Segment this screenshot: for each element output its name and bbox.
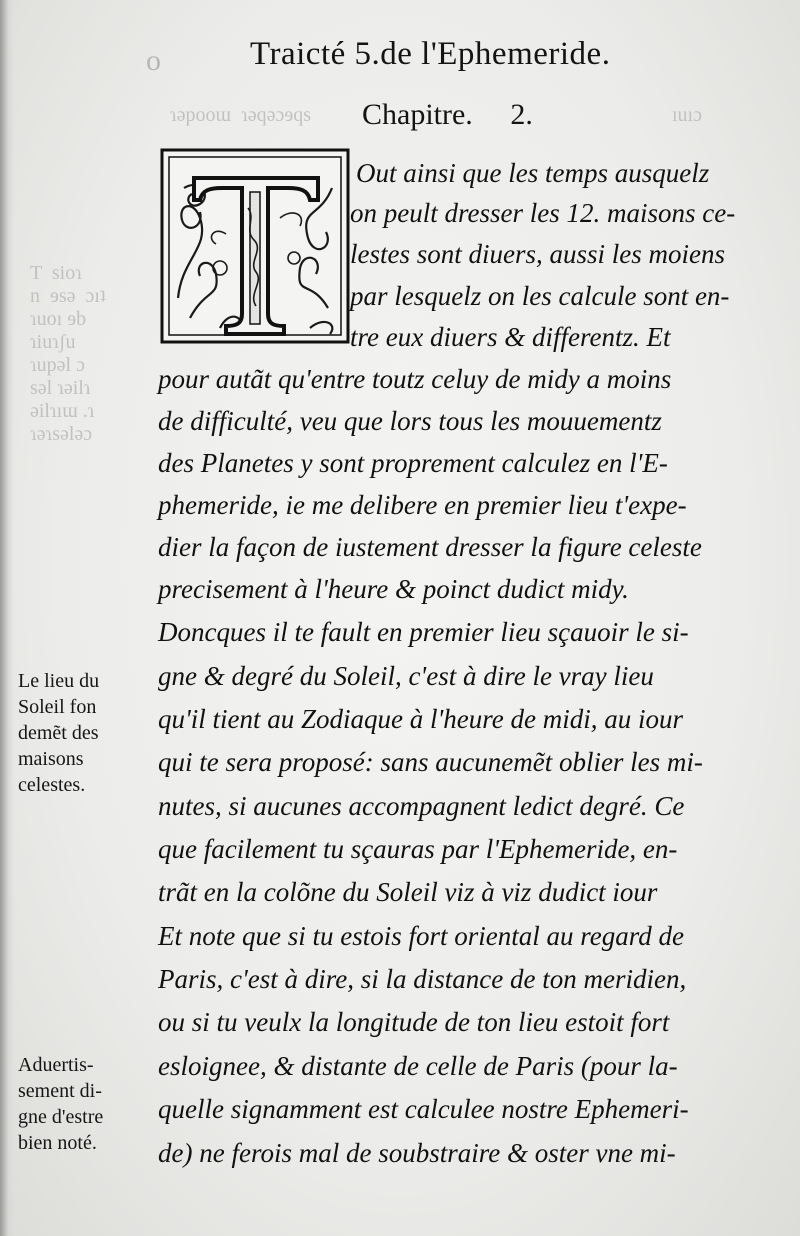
margin-note-line: bien noté.	[18, 1132, 97, 1154]
body-line: Doncques il te fault en premier lieu sçauoir le si-	[158, 617, 689, 647]
margin-note-line: celestes.	[18, 774, 86, 796]
chapter-number: 2.	[510, 98, 533, 131]
chapter-heading	[362, 98, 622, 134]
margin-note-line: maisons	[18, 748, 84, 770]
decorated-initial	[160, 148, 350, 344]
margin-note-line: Le lieu du	[18, 670, 100, 692]
body-line: nutes, si aucunes accompagnent ledict degré. Ce	[158, 791, 685, 821]
body-line: lestes sont diuers, aussi les moiens	[350, 239, 725, 269]
body-line: precisement à l'heure & poinct dudict midy.	[158, 574, 629, 604]
bleed-through-left: T sioɿ n ɘsǝ ɔıʇ ɿuoı ɘb ɿiuɿʃu ɿupǝl ɔ sǝl ɿǝilɿ ǝilɿıɯ .ɿ ɿǝɿsǝlǝɔ	[30, 262, 106, 445]
ornamental-initial-icon	[160, 148, 350, 344]
body-line: trãt en la colõne du Soleil viz à viz dudict iour	[158, 877, 658, 907]
margin-note-line: demẽt des	[18, 722, 99, 744]
margin-note-aduertissement	[18, 1052, 148, 1156]
body-line: dier la façon de iustement dresser la figure celeste	[158, 532, 702, 562]
body-line: Out ainsi que les temps ausquelz	[356, 158, 710, 188]
body-line: que facilement tu sçauras par l'Ephemeride, en-	[158, 834, 678, 864]
body-line: de difficulté, veu que lors tous les mouuementz	[158, 406, 662, 436]
folio-number-ghost: o	[146, 44, 161, 77]
body-line: pour autãt qu'entre toutz celuy de midy a moins	[158, 364, 672, 394]
body-line: Paris, c'est à dire, si la distance de ton meridien,	[158, 964, 687, 994]
body-line: ou si tu veulx la longitude de ton lieu estoit fort	[158, 1007, 670, 1037]
body-line: par lesquelz on les calcule sont en-	[350, 281, 730, 311]
body-line: Et note que si tu estois fort oriental au regard de	[158, 921, 684, 951]
body-line: quelle signamment est calculee nostre Ephemeri-	[158, 1094, 689, 1124]
body-line: tre eux diuers & differentz. Et	[350, 322, 671, 352]
body-line: gne & degré du Soleil, c'est à dire le vray lieu	[158, 661, 654, 691]
body-line: phemeride, ie me delibere en premier lieu t'expe-	[158, 490, 687, 520]
body-line: qu'il tient au Zodiaque à l'heure de midi, au iour	[158, 704, 684, 734]
chapter-title: Chapitre.	[362, 98, 473, 131]
margin-note-line: sement di-	[18, 1080, 102, 1102]
margin-note-soleil	[18, 668, 148, 798]
bleed-through-top: ɿǝpooɯ ɿǝqǝɔɘqs	[170, 104, 312, 126]
running-head: Traicté 5.de l'Ephemeride.	[250, 36, 611, 72]
page-edge-shadow	[0, 0, 14, 1236]
margin-note-line: Aduertis-	[18, 1054, 94, 1076]
margin-note-line: gne d'estre	[18, 1106, 104, 1128]
bleed-through-right: ıuıɔ	[672, 104, 702, 126]
body-line: qui te sera proposé: sans aucunemẽt oblier les mi-	[158, 747, 703, 777]
body-line: des Planetes y sont proprement calculez en l'E-	[158, 448, 668, 478]
body-line: de) ne ferois mal de soubstraire & oster vne mi-	[158, 1138, 676, 1168]
body-line: on peult dresser les 12. maisons ce-	[350, 198, 736, 228]
body-line: esloignee, & distante de celle de Paris (pour la-	[158, 1051, 678, 1081]
margin-note-line: Soleil fon	[18, 696, 97, 718]
